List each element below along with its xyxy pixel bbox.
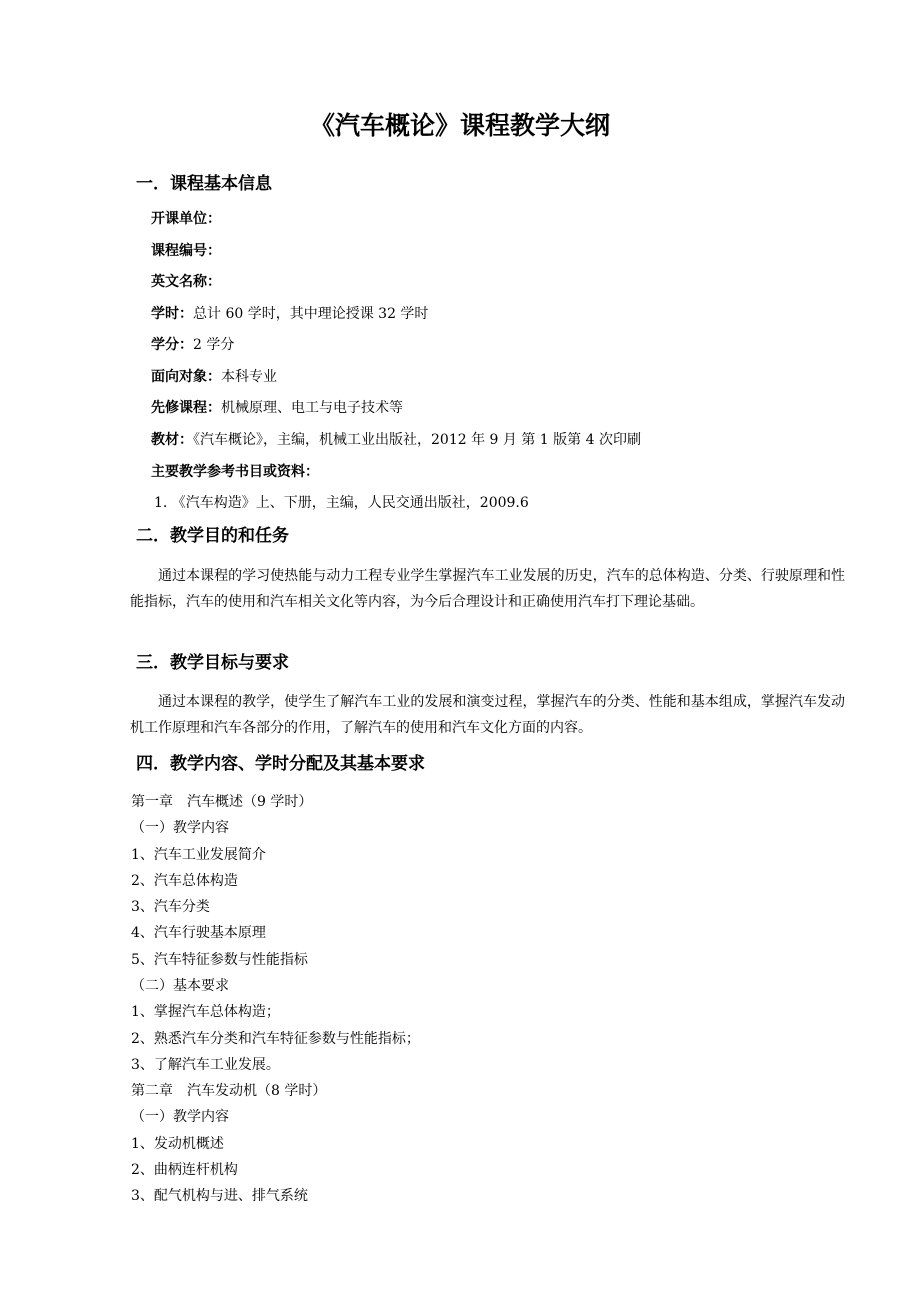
content-line: 4、汽车行驶基本原理 [131, 925, 266, 941]
subsection-label: （一）教学内容 [131, 1109, 229, 1125]
field-unit [151, 208, 221, 230]
field-value: 2 学分 [193, 337, 235, 353]
field-label: 课程编号： [151, 243, 221, 259]
content-line: 1、发动机概述 [131, 1136, 224, 1152]
field-references [151, 461, 319, 483]
subsection-label: （二）基本要求 [131, 978, 229, 994]
field-label: 面向对象： [151, 369, 221, 385]
content-line: 1、汽车工业发展简介 [131, 847, 266, 863]
field-english-name [151, 271, 221, 293]
subsection-label: （一）教学内容 [131, 820, 229, 836]
content-line: 2、汽车总体构造 [131, 873, 238, 889]
reference-item: 1. 《汽车构造》上、下册，主编，人民交通出版社，2009.6 [154, 495, 529, 511]
section-4-heading: 四．教学内容、学时分配及其基本要求 [136, 754, 425, 774]
field-course-code [151, 240, 221, 262]
field-label: 学时： [151, 306, 193, 322]
field-prerequisites [151, 397, 403, 419]
field-audience [151, 366, 277, 388]
content-line: 3、配气机构与进、排气系统 [131, 1188, 308, 1204]
field-hours [151, 303, 428, 325]
section-2-paragraph: 通过本课程的学习使热能与动力工程专业学生掌握汽车工业发展的历史，汽车的总体构造、分类、行驶原理和性能指标，汽车的使用和汽车相关文化等内容，为今后合理设计和正确使用汽车打下理论基础。 [130, 568, 845, 610]
field-label: 教材： [151, 432, 193, 448]
content-line: 2、曲柄连杆机构 [131, 1162, 238, 1178]
content-line: 5、汽车特征参数与性能指标 [131, 952, 308, 968]
section-2-heading: 二．教学目的和任务 [136, 526, 289, 546]
field-label: 学分： [151, 337, 193, 353]
chapter-heading: 第二章 汽车发动机（8 学时） [131, 1083, 327, 1099]
field-label: 主要教学参考书目或资料： [151, 464, 319, 480]
content-line: 1、掌握汽车总体构造； [131, 1004, 280, 1020]
field-label: 英文名称： [151, 274, 221, 290]
section-3-heading: 三．教学目标与要求 [136, 653, 289, 673]
chapter-heading: 第一章 汽车概述（9 学时） [131, 794, 313, 810]
field-value: 机械原理、电工与电子技术等 [221, 400, 403, 416]
field-value: 《汽车概论》，主编，机械工业出版社，2012 年 9 月 第 1 版第 4 次印刷 [193, 432, 641, 448]
field-label: 开课单位： [151, 211, 221, 227]
field-value: 总计 60 学时，其中理论授课 32 学时 [193, 306, 429, 322]
field-credits [151, 334, 234, 356]
field-value: 本科专业 [221, 369, 277, 385]
content-line: 3、汽车分类 [131, 899, 210, 915]
section-1-heading: 一．课程基本信息 [136, 174, 272, 194]
document-title: 《汽车概论》课程教学大纲 [309, 111, 610, 140]
content-line: 2、熟悉汽车分类和汽车特征参数与性能指标； [131, 1031, 420, 1047]
content-line: 3、了解汽车工业发展。 [131, 1057, 280, 1073]
section-3-paragraph: 通过本课程的教学，使学生了解汽车工业的发展和演变过程，掌握汽车的分类、性能和基本组成，掌握汽车发动机工作原理和汽车各部分的作用，了解汽车的使用和汽车文化方面的内容。 [130, 694, 845, 736]
field-textbook [151, 429, 641, 451]
field-label: 先修课程： [151, 400, 221, 416]
